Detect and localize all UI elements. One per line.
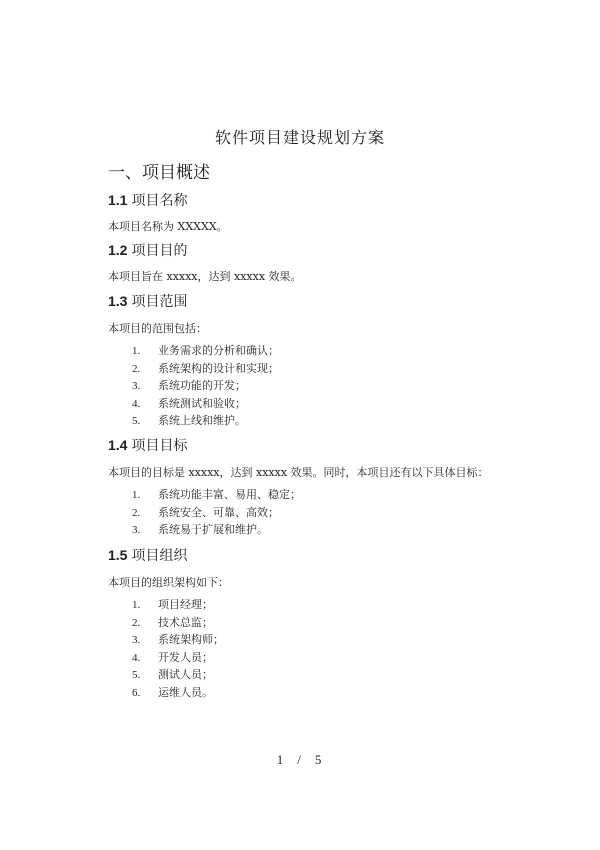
section-title: 项目范围 [131,294,188,310]
section-heading-1-3 [108,291,187,311]
page-separator: / [297,752,303,767]
list-item: 3. 系统易于扩展和维护。 [132,523,268,536]
section-number: 1.3 [108,293,128,309]
total-pages: 5 [314,752,324,767]
list-item: 3. 系统架构师； [132,633,224,646]
page-number [0,752,600,768]
section-paragraph: 本项目旨在 xxxxx，达到 xxxxx 效果。 [108,270,302,283]
section-title: 项目目标 [131,438,188,454]
list-item: 1. 项目经理； [132,598,213,611]
current-page: 1 [276,752,286,767]
section-title: 项目名称 [131,193,188,209]
section-paragraph: 本项目的目标是 xxxxx，达到 xxxxx 效果。同时，本项目还有以下具体目标： [108,466,489,479]
section-title: 项目目的 [131,243,188,259]
section-heading-1-4 [108,435,187,455]
list-item: 2. 系统安全、可靠、高效； [132,505,279,519]
section-title: 项目组织 [131,548,188,564]
goals-list [132,486,301,539]
list-item: 6. 运维人员。 [132,685,213,699]
section-number: 1.2 [108,242,128,258]
list-item: 2. 系统架构的设计和实现； [132,361,279,375]
scope-list [132,342,279,430]
section-paragraph: 本项目的组织架构如下： [108,576,229,589]
list-item: 5. 系统上线和维护。 [132,414,246,427]
section-number: 1.5 [108,547,128,563]
list-item: 4. 系统测试和验收； [132,396,246,410]
organization-list [132,596,224,701]
section-heading-1-2 [108,240,187,260]
section-paragraph: 本项目的范围包括： [108,322,207,335]
list-item: 2. 技术总监； [132,615,213,629]
section-heading-1-5 [108,545,187,565]
list-item: 5. 测试人员； [132,668,213,681]
section-number: 1.4 [108,437,128,453]
list-item: 1. 系统功能丰富、易用、稳定； [132,488,301,501]
list-item: 4. 开发人员； [132,650,213,664]
section-number: 1.1 [108,192,128,208]
list-item: 1. 业务需求的分析和确认； [132,344,279,357]
section-heading-1-1 [108,190,187,210]
list-item: 3. 系统功能的开发； [132,379,246,392]
section-paragraph: 本项目名称为 XXXXX。 [108,220,228,233]
document-title: 软件项目建设规划方案 [214,128,385,147]
chapter-heading: 一、项目概述 [108,163,210,183]
